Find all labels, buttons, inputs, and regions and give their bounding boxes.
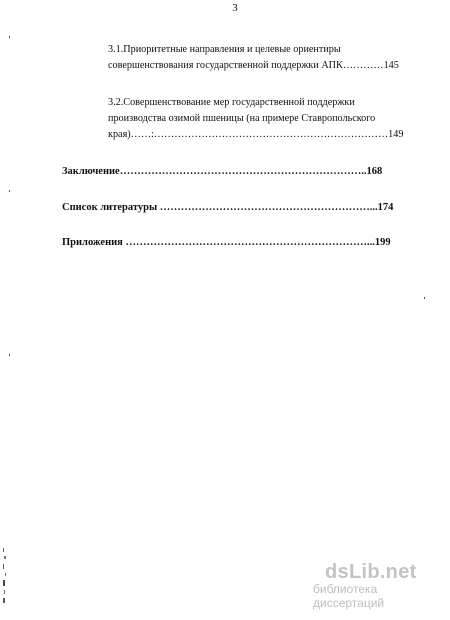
watermark-subtitle: библиотека диссертаций bbox=[313, 582, 385, 610]
watermark bbox=[313, 561, 438, 610]
word: государственной bbox=[231, 97, 305, 108]
toc-entry-3-2 bbox=[108, 95, 408, 143]
toc-entry-3-2-line-1 bbox=[108, 95, 408, 111]
word: производства bbox=[108, 113, 167, 124]
scan-speck bbox=[9, 36, 10, 38]
word: 3.2.Совершенствование bbox=[108, 97, 211, 108]
toc-entry-3-1-line-1 bbox=[108, 42, 408, 58]
word: мер bbox=[213, 97, 230, 108]
word: и bbox=[246, 44, 253, 55]
word: Ставропольского bbox=[301, 113, 376, 124]
scan-speck bbox=[424, 297, 425, 299]
scan-speck bbox=[9, 354, 10, 356]
word: ориентиры bbox=[293, 44, 341, 55]
word: поддержки bbox=[307, 97, 355, 108]
toc-entry-appendices: Приложения ……………………………………………………………...199 bbox=[62, 237, 391, 248]
toc-entry-3-1-line-2: совершенствования государственной поддержки АПК…………145 bbox=[108, 60, 399, 71]
word: целевые bbox=[254, 44, 291, 55]
scan-edge-noise bbox=[2, 548, 8, 608]
toc-entry-3-2-line-2 bbox=[108, 111, 408, 127]
toc-entry-references: Список литературы ……………………………………………………...174 bbox=[62, 202, 394, 213]
word: пшеницы bbox=[202, 113, 244, 124]
word: примере bbox=[262, 113, 299, 124]
word: направления bbox=[189, 44, 245, 55]
word: (на bbox=[246, 113, 260, 124]
page-number: 3 bbox=[232, 2, 238, 14]
word: озимой bbox=[168, 113, 201, 124]
scan-speck bbox=[9, 190, 10, 192]
toc-entry-3-2-line-3: края)……:……………………………………………………………149 bbox=[108, 129, 404, 140]
toc-entry-conclusion: Заключение……………………………………………………………..168 bbox=[62, 166, 383, 177]
toc-entry-3-1 bbox=[108, 42, 408, 74]
watermark-brand: dsLib.net bbox=[325, 561, 417, 583]
word: 3.1.Приоритетные bbox=[108, 44, 188, 55]
